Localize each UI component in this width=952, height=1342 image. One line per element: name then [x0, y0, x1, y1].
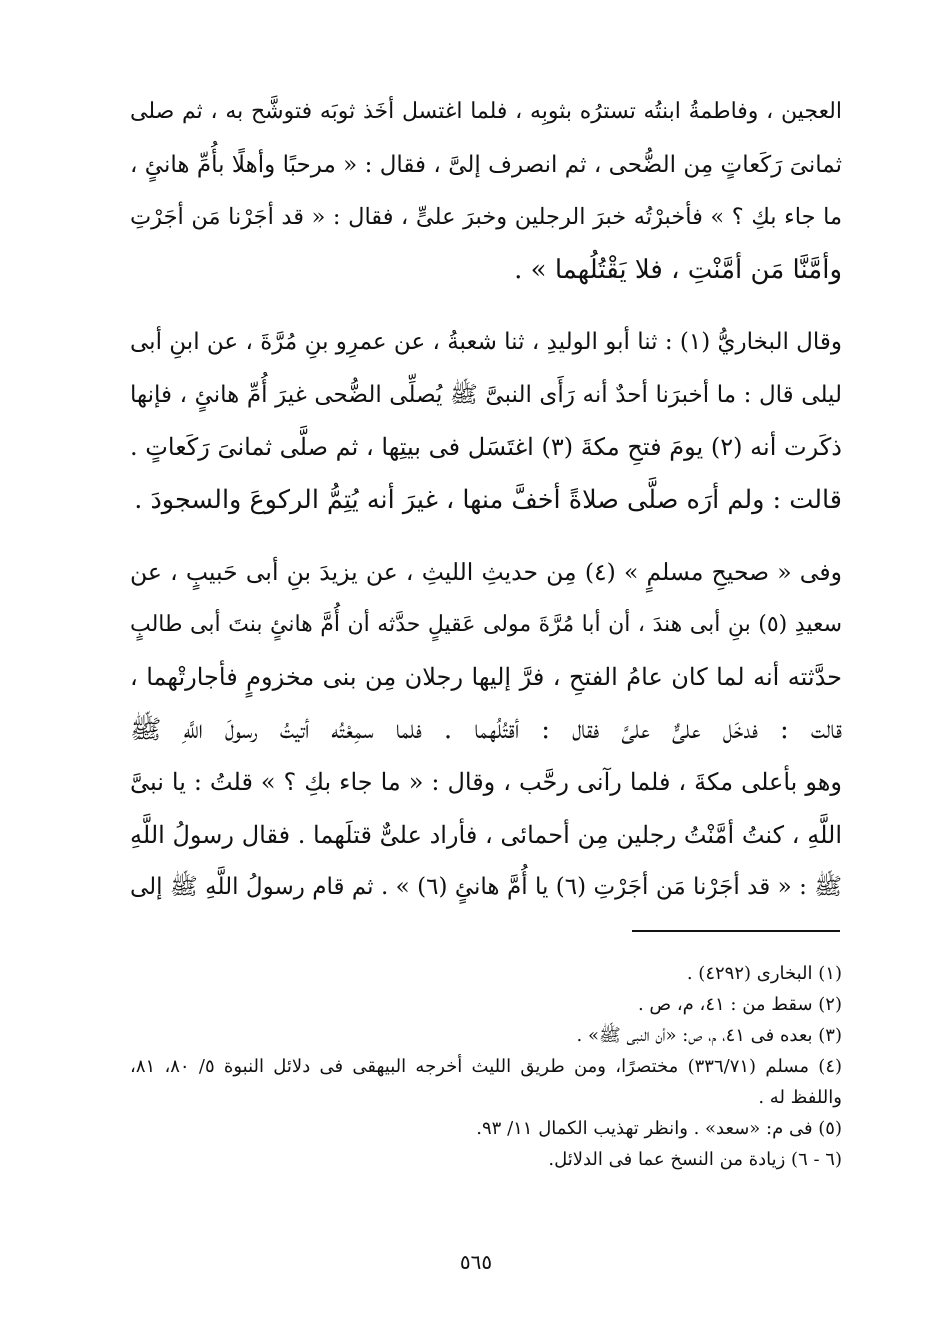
footnote-1: (١) البخارى (٤٢٩٢) . [686, 963, 842, 984]
text-line: قالت : فدخَل علىٌّ علىَّ فقال : أقتُلُهما . فلما سمِعْتُه أتيتُ رسولَ اللَّهِ ﷺ [130, 714, 842, 745]
text-line: اللَّهِ ، كنتُ أمَّنْتُ رجلين مِن أحمائى ، فأراد علىٌّ قتلَهما . فقال رسولُ اللَّهِ [130, 820, 842, 849]
text-line: وأمَّنَّا مَن أمَّنْتِ ، فلا يَقْتُلُهما » . [514, 254, 842, 285]
text-line: قالت : ولم أرَه صلَّى صلاةً أخفَّ منها ، غيرَ أنه يُتِمُّ الركوعَ والسجودَ . [134, 484, 842, 515]
footnote-4: (٤) مسلم (٣٣٦/٧١) مختصرًا، ومن طريق الليث أخرجه البيهقى فى دلائل النبوة ٥/ ٨٠، ٨١، [130, 1056, 842, 1077]
paragraph-gap [130, 526, 842, 546]
text-line: ما جاء بكِ ؟ » فأخبرْتُه خبرَ الرجلين وخبرَ علىٍّ ، فقال : « قد أجَرْنا مَن أجَرْتِ [130, 204, 842, 230]
text-line: ﷺ : « قد أجَرْنا مَن أجَرْتِ (٦) يا أُمَّ هانئٍ (٦) » . ثم قام رسولُ اللَّهِ ﷺ إلى [130, 874, 842, 900]
text-line: وقال البخاريُّ (١) : ثنا أبو الوليدِ ، ثنا شعبةُ ، عن عمرِو بنِ مُرَّةَ ، عن ابنِ أبى [130, 329, 842, 355]
text-line: ذكَرت أنه (٢) يومَ فتحِ مكةَ (٣) اغتَسَل فى بيتِها ، ثم صلَّى ثمانىَ رَكَعاتٍ . [130, 433, 842, 461]
text-line: وفى « صحيحِ مسلمٍ » (٤) مِن حديثِ الليثِ ، عن يزيدَ بنِ أبى حَبيبٍ ، عن [130, 558, 842, 586]
text-line: حدَّثته أنه لما كان عامُ الفتحِ ، فرَّ إليها رجلان مِن بنى مخزومٍ فأجارتْهما ، [130, 663, 842, 691]
paragraph-1 [130, 86, 842, 296]
footnote-2: (٢) سقط من : ٤١، م، ص . [637, 994, 842, 1015]
text-line: العجين ، وفاطمةُ ابنتُه تسترُه بثوبِه ، فلما اغتسل أخَذ ثوبَه فتوشَّح به ، ثم صلى [130, 99, 842, 124]
footnote-6: (٦ - ٦) زيادة من النسخ عما فى الدلائل. [548, 1149, 842, 1170]
text-line: وهو بأعلى مكةَ ، فلما رآنى رحَّب ، وقال : « ما جاء بكِ ؟ » قلتُ : يا نبىَّ [130, 768, 842, 796]
paragraph-2 [130, 316, 842, 526]
footnote-4-continuation: واللفظ له . [758, 1087, 842, 1108]
text-line: ثمانىَ رَكَعاتٍ مِن الضُّحى ، ثم انصرف إلىَّ ، فقال : « مرحبًا وأهلًا بأُمِّ هانئٍ ، [130, 151, 842, 178]
paragraph-gap [130, 296, 842, 316]
footnotes [130, 958, 842, 1175]
footnote-divider [632, 930, 840, 932]
paragraph-3 [130, 546, 842, 914]
main-text [130, 86, 842, 914]
page-number: ٥٦٥ [459, 1250, 493, 1274]
footnote-3: (٣) بعده فى ٤١، م، ص: «أن النبى ﷺ» . [576, 1025, 842, 1046]
text-line: سعيدِ (٥) بنِ أبى هندَ ، أن أبا مُرَّةَ مولى عَقيلٍ حدَّثه أن أُمَّ هانئٍ بنتَ أبى طالبٍ [130, 611, 842, 637]
footnote-5: (٥) فى م: «سعد» . وانظر تهذيب الكمال ١١/ ٩٣. [476, 1118, 842, 1139]
text-line: ليلى قال : ما أخبرَنا أحدٌ أنه رَأَى النبىَّ ﷺ يُصلِّى الضُّحى غيرَ أُمِّ هانئٍ ، فإنها [130, 381, 842, 408]
